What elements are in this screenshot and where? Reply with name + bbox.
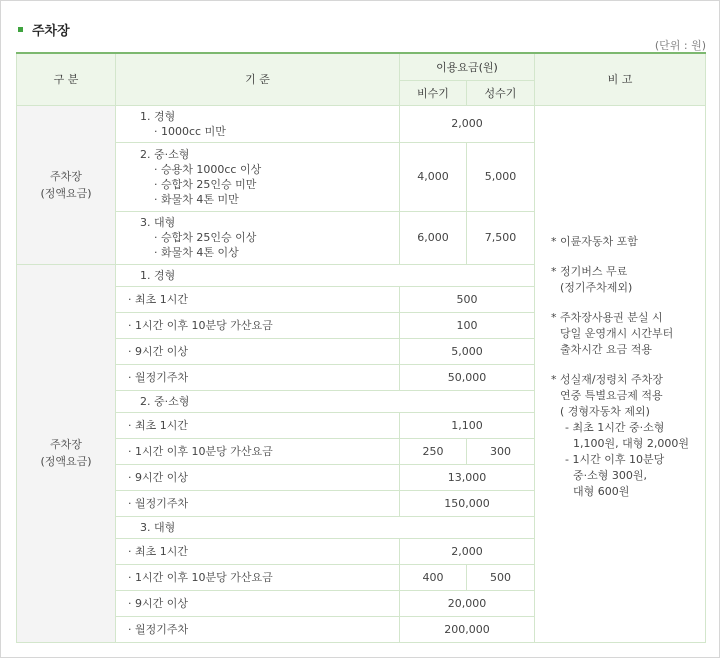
fee-cell: 500 [400, 286, 535, 312]
fee-cell: 50,000 [400, 364, 535, 390]
fee-peak-cell: 300 [467, 438, 535, 464]
header-peak-season: 성수기 [467, 80, 535, 105]
fee-off-cell: 6,000 [400, 211, 467, 264]
fee-off-cell: 250 [400, 438, 467, 464]
page-title [18, 20, 70, 39]
standard-cell: · 9시간 이상 [116, 338, 400, 364]
fee-peak-cell: 7,500 [467, 211, 535, 264]
table-row [17, 105, 706, 142]
standard-cell: · 월정기주차 [116, 490, 400, 516]
standard-cell: · 최초 1시간 [116, 538, 400, 564]
group1-label: 주차장 (정액요금) [17, 105, 116, 264]
standard-cell: · 1시간 이후 10분당 가산요금 [116, 438, 400, 464]
remark-2: * 정기버스 무료 (정기주차제외) [551, 264, 633, 294]
section-title: 3. 대형 [116, 516, 535, 538]
section-title: 2. 중·소형 [116, 390, 535, 412]
fee-peak-cell: 500 [467, 564, 535, 590]
fee-cell: 13,000 [400, 464, 535, 490]
fee-cell: 200,000 [400, 616, 535, 642]
standard-cell: · 1시간 이후 10분당 가산요금 [116, 312, 400, 338]
standard-cell: · 월정기주차 [116, 364, 400, 390]
standard-cell: · 1시간 이후 10분당 가산요금 [116, 564, 400, 590]
header-off-season: 비수기 [400, 80, 467, 105]
fee-cell: 150,000 [400, 490, 535, 516]
header-gubun: 구 분 [17, 53, 116, 105]
standard-cell: · 월정기주차 [116, 616, 400, 642]
standard-cell: 3. 대형 · 승합차 25인승 이상 · 화물차 4톤 이상 [116, 211, 400, 264]
fee-table [16, 52, 706, 643]
fee-cell: 2,000 [400, 538, 535, 564]
section-title: 1. 경형 [116, 264, 535, 286]
standard-cell: 2. 중·소형 · 승용차 1000cc 이상 · 승합차 25인승 미만 · 화물차 4톤 미만 [116, 142, 400, 211]
header-remark: 비 고 [535, 53, 706, 105]
fee-cell: 5,000 [400, 338, 535, 364]
standard-cell: 1. 경형 · 1000cc 미만 [116, 105, 400, 142]
title-bullet-icon [18, 27, 23, 32]
fee-off-cell: 4,000 [400, 142, 467, 211]
fee-peak-cell: 5,000 [467, 142, 535, 211]
header-standard: 기 준 [116, 53, 400, 105]
standard-cell: · 최초 1시간 [116, 412, 400, 438]
standard-cell: · 최초 1시간 [116, 286, 400, 312]
standard-cell: · 9시간 이상 [116, 464, 400, 490]
standard-cell: · 9시간 이상 [116, 590, 400, 616]
header-row-1 [17, 53, 706, 80]
remark-4: * 성실재/정령치 주차장 연중 특별요금제 적용 ( 경형자동차 제외) - 최초 1시간 중·소형 1,100원, 대형 2,000원 - 1시간 이후 10분당 중·소형 300원, 대형 600원 [551, 372, 689, 498]
fee-off-cell: 400 [400, 564, 467, 590]
group2-label: 주차장 (정액요금) [17, 264, 116, 642]
fee-cell: 2,000 [400, 105, 535, 142]
fee-cell: 20,000 [400, 590, 535, 616]
page-title-text: 주차장 [32, 24, 70, 39]
fee-cell: 1,100 [400, 412, 535, 438]
fee-cell: 100 [400, 312, 535, 338]
remark-3: * 주차장사용권 분실 시 당일 운영개시 시간부터 출차시간 요금 적용 [551, 310, 674, 356]
unit-note: (단위 : 원) [654, 39, 706, 52]
remarks-cell [535, 105, 706, 642]
remark-1: * 이륜자동차 포함 [551, 234, 638, 248]
header-fee: 이용요금(원) [400, 53, 535, 80]
